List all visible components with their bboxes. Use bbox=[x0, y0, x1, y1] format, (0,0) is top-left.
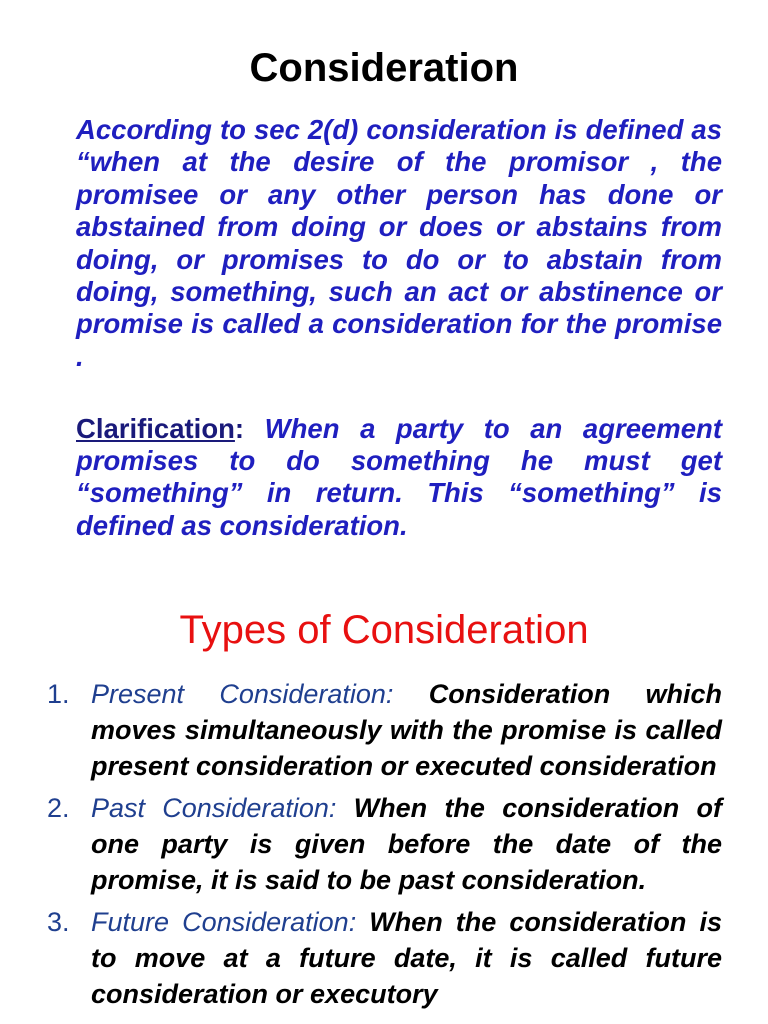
list-item-name: Present Consideration: bbox=[91, 679, 394, 709]
list-item-name: Future Consideration: bbox=[91, 907, 357, 937]
list-item-number: 1. bbox=[47, 679, 70, 709]
section-heading: Types of Consideration bbox=[179, 608, 589, 652]
clarification-paragraph bbox=[76, 413, 722, 542]
types-list bbox=[0, 676, 768, 1018]
list-item bbox=[0, 790, 722, 898]
list-item-name: Past Consideration: bbox=[91, 793, 337, 823]
page-title: Consideration bbox=[249, 46, 519, 90]
list-item bbox=[0, 904, 722, 1012]
clarification-colon: : bbox=[234, 413, 245, 444]
list-item bbox=[0, 676, 722, 784]
clarification-label: Clarification bbox=[76, 413, 235, 444]
definition-paragraph: According to sec 2(d) consideration is defined as “when at the desire of the promisor , the promisee or any other person has done or abstained from doing or does or abstains from doing, or promises to do or to abstain from doing, something, such an act or abstinence or promise is called a consideration for the promise . bbox=[76, 114, 722, 372]
list-item-description: When the consideration is to move at a future date, it is called future consideration or executory bbox=[91, 907, 722, 1009]
clarification-text: When a party to an agreement promises to do something he must get “something” in return. This “something” is defined as consideration. bbox=[76, 413, 722, 541]
list-item-description: Consideration which moves simultaneously with the promise is called present consideration or executed consideration bbox=[91, 679, 722, 781]
list-item-number: 3. bbox=[47, 907, 70, 937]
list-item-number: 2. bbox=[47, 793, 70, 823]
list-item-description: When the consideration of one party is given before the date of the promise, it is said to be past consideration. bbox=[91, 793, 722, 895]
